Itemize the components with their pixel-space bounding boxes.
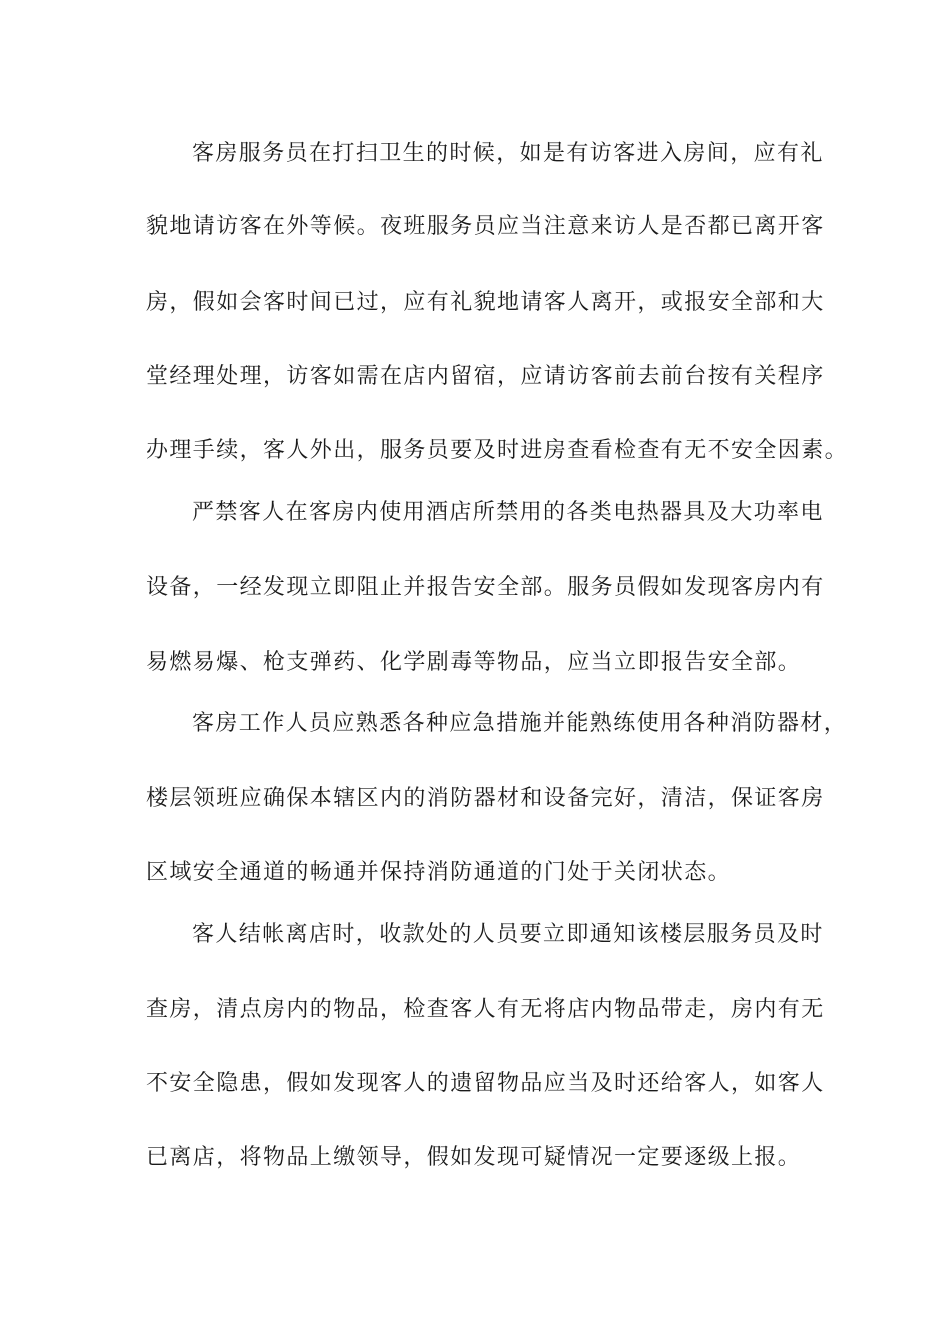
paragraph-1-line-3: 房，假如会客时间已过，应有礼貌地请客人离开，或报安全部和大 — [146, 290, 825, 315]
paragraph-1-line-4: 堂经理处理，访客如需在店内留宿，应请访客前去前台按有关程序 — [146, 364, 825, 389]
paragraph-3-line-3: 区域安全通道的畅通并保持消防通道的门处于关闭状态。 — [146, 860, 732, 885]
paragraph-4-line-2: 查房，清点房内的物品，检查客人有无将店内物品带走，房内有无 — [146, 997, 825, 1022]
paragraph-1-line-1: 客房服务员在打扫卫生的时候，如是有访客进入房间，应有礼 — [192, 141, 824, 166]
paragraph-2-line-3: 易燃易爆、枪支弹药、化学剧毒等物品，应当立即报告安全部。 — [146, 650, 802, 675]
paragraph-3-line-1: 客房工作人员应熟悉各种应急措施并能熟练使用各种消防器材， — [192, 711, 848, 736]
paragraph-4-line-4: 已离店，将物品上缴领导，假如发现可疑情况一定要逐级上报。 — [146, 1145, 802, 1170]
paragraph-1-line-2: 貌地请访客在外等候。夜班服务员应当注意来访人是否都已离开客 — [146, 214, 825, 239]
paragraph-2-line-1: 严禁客人在客房内使用酒店所禁用的各类电热器具及大功率电 — [192, 500, 824, 525]
paragraph-2-line-2: 设备，一经发现立即阻止并报告安全部。服务员假如发现客房内有 — [146, 575, 825, 600]
paragraph-4-line-1: 客人结帐离店时，收款处的人员要立即通知该楼层服务员及时 — [192, 922, 824, 947]
paragraph-1-line-5: 办理手续，客人外出，服务员要及时进房查看检查有无不安全因素。 — [146, 438, 849, 463]
paragraph-3-line-2: 楼层领班应确保本辖区内的消防器材和设备完好，清洁，保证客房 — [146, 786, 825, 811]
paragraph-4-line-3: 不安全隐患，假如发现客人的遗留物品应当及时还给客人，如客人 — [146, 1071, 825, 1096]
